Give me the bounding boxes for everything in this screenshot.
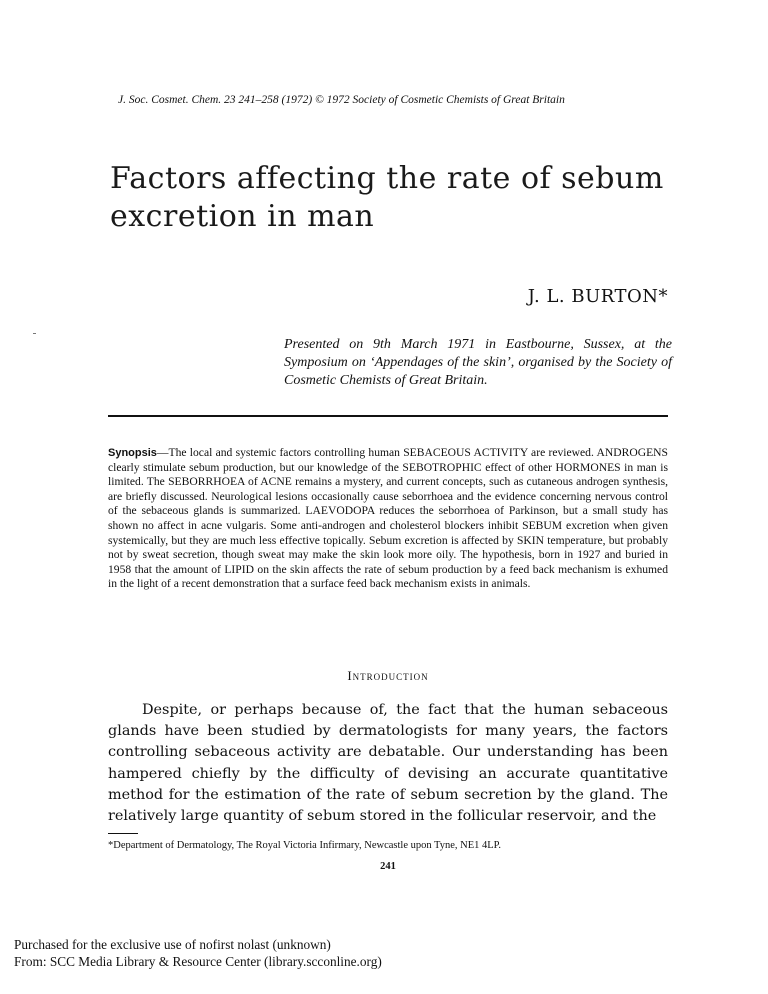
- synopsis-label: Synopsis: [108, 447, 157, 459]
- journal-citation: J. Soc. Cosmet. Chem. 23 241–258 (1972) © 1972 Society of Cosmetic Chemists of Great Britain: [118, 94, 565, 106]
- header-rule: [108, 415, 668, 417]
- author-name: J. L. BURTON*: [527, 286, 668, 307]
- synopsis-text: —The local and systemic factors controlling human SEBACEOUS ACTIVITY are reviewed. ANDROGENS clearly stimulate sebum production, but our knowledge of the SEBOTROPHIC effect of other HORMONES in man is limited. The SEBORRHOEA of ACNE remains a mystery, and current concepts, such as cutaneous androgen synthesis, are briefly discussed. Neurological lesions occasionally cause seborrhoea and the evidence concerning nervous control of the sebaceous glands is summarized. LAEVODOPA reduces the seborrhoea of Parkinson, but a small study has shown no affect in acne vulgaris. Some anti-androgen and cholesterol blockers inhibit SEBUM excretion when given systemically, but they are much less effective topically. Sebum excretion is affected by SKIN temperature, but probably not by sweat secretion, though sweat may make the skin look more oily. The hypothesis, born in 1927 and buried in 1958 that the amount of LIPID on the skin affects the rate of sebum production by a feed back mechanism is exhumed in the light of a recent demonstration that a surface feed back mechanism exists in animals.: [108, 446, 668, 591]
- article-title: Factors affecting the rate of sebum excretion in man: [110, 161, 664, 234]
- section-heading: Introduction: [347, 668, 429, 683]
- page-number: 241: [380, 861, 396, 872]
- synopsis: [108, 446, 668, 592]
- purchase-line-1: Purchased for the exclusive use of nofirst nolast (unknown): [14, 937, 331, 952]
- body-paragraph: Despite, or perhaps because of, the fact that the human sebaceous glands have been studied by dermatologists for many years, the factors controlling sebaceous activity are debatable. Our understanding has been hampered chiefly by the difficulty of devising an accurate quantitative method for the estimation of the rate of sebum secretion by the gland. The relatively large quantity of sebum stored in the follicular reservoir, and the: [108, 702, 668, 825]
- purchase-note: [14, 936, 574, 970]
- presentation-note: Presented on 9th March 1971 in Eastbourne, Sussex, at the Symposium on ‘Appendages of the skin’, organised by the Society of Cosmetic Chemists of Great Britain.: [284, 337, 672, 388]
- purchase-line-2: From: SCC Media Library & Resource Center (library.scconline.org): [14, 954, 382, 969]
- author-footnote: *Department of Dermatology, The Royal Victoria Infirmary, Newcastle upon Tyne, NE1 4LP.: [108, 840, 501, 851]
- scan-speck: [33, 333, 36, 334]
- footnote-rule: [108, 833, 138, 834]
